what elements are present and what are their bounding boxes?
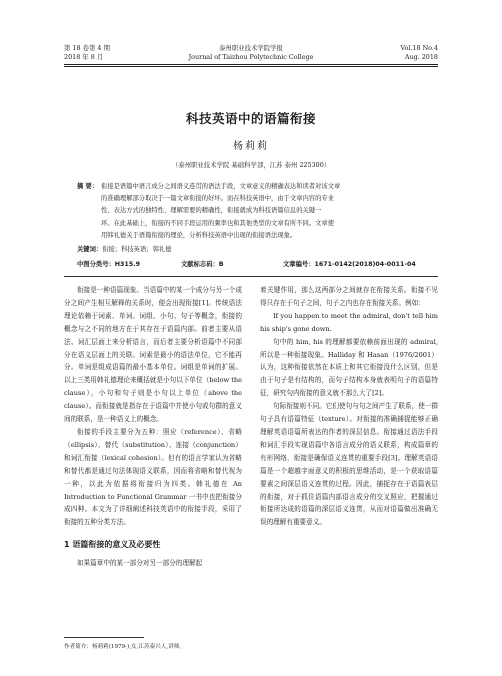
header-vol-en [400,44,438,62]
header-journal [64,44,438,62]
journal-name-cn: 泰州职业技术学院学报 [219,44,283,52]
article-number: 文章编号：1671-0142(2018)04-0011-04 [283,261,416,268]
keywords-text: 衔接；科技英语；韩礼德 [102,246,172,253]
document-code: 文献标志码：B [181,261,224,268]
abstract-text [101,181,416,242]
abstract-rule [64,276,438,277]
abstract-line: 的准确理解部分取决于一篇文章衔接的好坏。而在科技英语中，由于文章内容的专业 [101,195,334,203]
header-volume-issue: 第 18 卷第 4 期 [64,44,110,52]
header-rule-thick [64,64,438,65]
body-paragraph: 如果篇章中的某一部分对另一部分的理解起 [77,559,203,568]
abstract-line: 环。在此基础上，衔接的不同手段运用的频率也和其他类型的文章有所不同。文章使 [101,219,334,227]
body-paragraph: 句际衔接则不同。它们使句与句之间产生了联系，使一群句子具有语篇特征（texture）。对衔接的准确捕捉能够正确理解英语语篇所表达的作者的深层信息。衔接通过语法手段和词汇手段实现语篇中各语言成分的语义联系，构成篇章的有形网络，衔接是确保语义连贯的重要手段[3]。理解英语语篇是一个超越字面意义的积极的思维活动，是一个获取语篇要素之间深层语义连贯的过程。因此，捕捉存在于语篇表层的衔接，对于抓住语篇内部语言成分的交叉照应，把握通过衔接所达成的语篇的深层语义连贯，从而对语篇做出准确无误的理解有重要意义。 [260,402,438,527]
abstract-line: 用韩礼德关于语篇衔接的理论，分析科技英语中出现的衔接语法现象。 [101,231,297,239]
paper-title: 科技英语中的语篇衔接 [185,111,316,126]
body-paragraph: 句中的 him, his 的理解都要依赖前面出现的 admiral, 所以是一种衔接现象。Halliday 和 Hasan（1976/2001）认为，这种衔接依然在本质上和其它衔接没什么区别，但是由于句子是有结构的，而句子结构本身就表明句子的语篇特征，研究句内衔接的意义就不那么大了[2]。 [260,337,438,398]
header-rule-thin [64,66,438,67]
footnote-rule [64,637,144,638]
example-sentence: If you happen to meet the admiral, don't tell him his ship's gone down. [260,311,438,333]
header-date-en: Aug. 2018 [404,53,438,61]
left-column [64,284,242,570]
keywords [77,244,171,253]
header-date-cn: 2018 年 8 月 [64,53,104,61]
section-heading: 1 语篇衔接的意义及必要性 [64,540,161,550]
clc-number: 中图分类号：H315.9 [77,261,140,268]
abstract-label: 摘 要： [77,183,99,190]
author-affiliation: （泰州职业技术学院 基础科学部，江苏 泰州 225300） [171,161,331,169]
abstract-line: 性、表达方式的独特性、理解需要的精确性，衔接就成为科技语篇信息的关键一 [101,207,322,215]
body-paragraph: 着关键作用，那么这两部分之间就存在衔接关系。衔接不见得只存在于句子之间，句子之内也存在衔接关系。例如： [260,286,438,307]
keywords-label: 关键词： [77,246,103,253]
author-footnote: 作者简介：杨莉莉(1979-),女,江苏泰兴人,讲师。 [64,644,185,650]
abstract [77,181,416,242]
body-paragraph: 衔接是一种语篇现象。当语篇中的某一个成分与另一个成分之间产生相互解释的关系时，便会出现衔接[1]。传统语法理论依赖于词素、单词、词组、小句、句子等概念，衔接的概念与之不同的地方在于其存在于语篇内部。前者主要从语法、词汇层面上来分析语言，而后者主要分析语篇中不同部分在语义层面上的关联。词素是最小的语法单位，它不能再分。单词是组成语篇的最小基本单位。词组是单词的扩展。以上三类用韩礼德理论来概括就是小句以下单位（below the clause），小句和句子则是小句以上单位（above the clause）。而衔接就是指存在于语篇中并使小句或句群的意义间的联系，是一种语义上的概念。 [64,286,242,424]
right-column [260,284,438,529]
header-vol-no: Vol.18 No.4 [400,44,438,52]
body-paragraph: 衔接的手段主要分为五种：照应（reference）、省略（ellipsis）、替代（substitution）、连接（conjunction）和词汇衔接（lexical cohesion）。但有的语言学家认为省略和替代都是通过句法体现语义联系，因而将省略和替代视为一种，以此为依据将衔接归为四类。韩礼德在 An Introduction to Functional Grammar 一书中也把衔接分成四种。本文为了详细阐述科技英语中的衔接手段，采用了衔接的五种分类方法。 [64,427,242,527]
paper-author: 杨莉莉 [233,141,269,152]
journal-name-en: Journal of Taizhou Polytechnic College [188,53,314,61]
abstract-line: 衔接是语篇中语言成分之间语义连贯的语法手段，文章意义的精确表达和读者对该文章 [101,183,341,190]
